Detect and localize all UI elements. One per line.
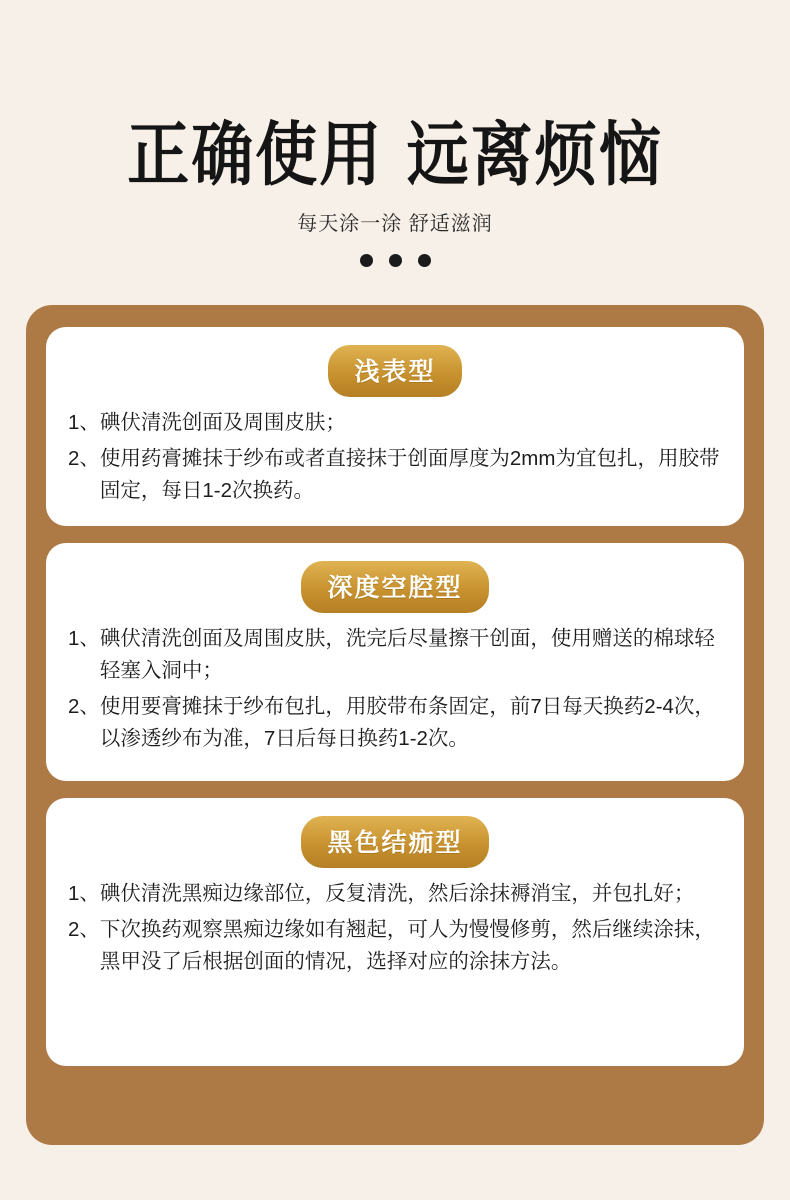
list-item [66, 691, 724, 755]
list-item-text: 碘伏清洗黑痴边缘部位，反复清洗，然后涂抹褥消宝，并包扎好； [99, 882, 695, 906]
page-header [0, 0, 790, 267]
list-item [66, 914, 724, 978]
card-badge-wrap [66, 816, 724, 868]
list-item [66, 443, 724, 507]
status-badge: 浅表型 [328, 345, 461, 397]
list-item-number: 1、 [68, 411, 100, 434]
dot-icon [389, 254, 402, 267]
instruction-card [46, 798, 744, 1066]
list-item-number: 1、 [68, 882, 100, 906]
list-item-number: 1、 [68, 627, 100, 651]
list-item-text: 使用药膏摊抹于纱布或者直接抹于创面厚度为2mm为宜包扎，用胶带固定，每日1-2次换药。 [99, 446, 720, 502]
decorative-dots [0, 254, 790, 267]
status-badge: 深度空腔型 [301, 561, 488, 613]
page-subtitle: 每天涂一涂 舒适滋润 [297, 213, 493, 236]
list-item [66, 623, 724, 687]
card-badge-wrap [66, 561, 724, 613]
instructions-frame [26, 305, 764, 1145]
list-item-text: 下次换药观察黑痴边缘如有翘起，可人为慢慢修剪，然后继续涂抹，黑甲没了后根据创面的情况，选择对应的涂抹方法。 [99, 918, 715, 973]
status-badge: 黑色结痂型 [301, 816, 488, 868]
list-item-number: 2、 [68, 446, 100, 470]
dot-icon [360, 254, 373, 267]
instruction-cards [46, 327, 744, 1066]
list-item-number: 2、 [68, 694, 100, 718]
list-item-text: 碘伏清洗创面及周围皮肤，洗完后尽量擦干创面，使用赠送的棉球轻轻塞入洞中； [99, 627, 715, 683]
instruction-card [46, 327, 744, 526]
list-item [66, 878, 724, 910]
list-item-text: 使用要膏摊抹于纱布包扎，用胶带布条固定，前7日每天换药2-4次，以渗透纱布为准，7日后每日换药1-2次。 [99, 694, 715, 750]
dot-icon [418, 254, 431, 267]
list-item [66, 407, 724, 439]
instruction-card [46, 543, 744, 781]
card-badge-wrap [66, 345, 724, 397]
list-item-text: 碘伏清洗创面及周围皮肤； [99, 411, 346, 434]
page-title: 正确使用 远离烦恼 [127, 113, 663, 196]
list-item-number: 2、 [68, 918, 100, 942]
